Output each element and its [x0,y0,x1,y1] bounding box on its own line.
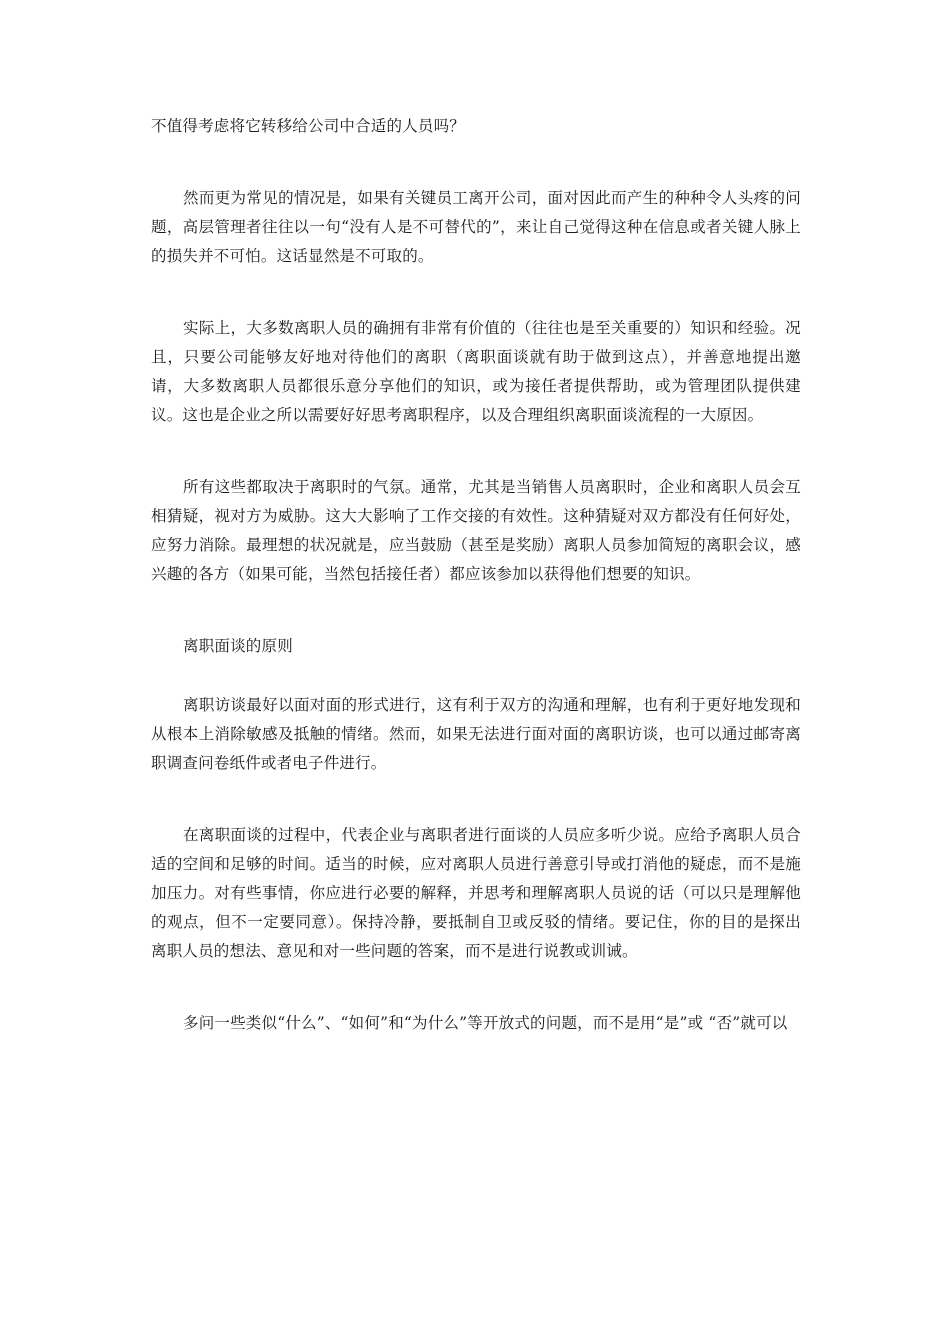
paragraph-7: 多问一些类似“什么”、“如何”和“为什么”等开放式的问题，而不是用“是”或 “否”就可以 [183,1014,788,1032]
paragraph-1: 不值得考虑将它转移给公司中合适的人员吗？ [151,117,466,135]
paragraph-5: 离职访谈最好以面对面的形式进行，这有利于双方的沟通和理解，也有利于更好地发现和从根本上消除敏感及抵触的情绪。然而，如果无法进行面对面的离职访谈，也可以通过邮寄离职调查问卷纸件或者电子件进行。 [151,696,801,772]
paragraph-4: 所有这些都取决于离职时的气氛。通常，尤其是当销售人员离职时，企业和离职人员会互相猜疑，视对方为威胁。这大大影响了工作交接的有效性。这种猜疑对双方都没有任何好处，应努力消除。最理想的状况就是，应当鼓励（甚至是奖励）离职人员参加简短的离职会议，感兴趣的各方（如果可能，当然包括接任者）都应该参加以获得他们想要的知识。 [151,478,801,583]
paragraph-3: 实际上，大多数离职人员的确拥有非常有价值的（往往也是至关重要的）知识和经验。况且，只要公司能够友好地对待他们的离职（离职面谈就有助于做到这点），并善意地提出邀请，大多数离职人员都很乐意分享他们的知识，或为接任者提供帮助，或为管理团队提供建议。这也是企业之所以需要好好思考离职程序，以及合理组织离职面谈流程的一大原因。 [151,319,801,424]
section-heading: 离职面谈的原则 [183,637,293,655]
paragraph-6: 在离职面谈的过程中，代表企业与离职者进行面谈的人员应多听少说。应给予离职人员合适的空间和足够的时间。适当的时候，应对离职人员进行善意引导或打消他的疑虑，而不是施加压力。对有些事情，你应进行必要的解释，并思考和理解离职人员说的话（可以只是理解他的观点，但不一定要同意）。保持冷静，要抵制自卫或反驳的情绪。要记住，你的目的是探出离职人员的想法、意见和对一些问题的答案，而不是进行说教或训诫。 [151,826,801,960]
paragraph-2: 然而更为常见的情况是，如果有关键员工离开公司，面对因此而产生的种种令人头疼的问题，高层管理者往往以一句“没有人是不可替代的”，来让自己觉得这种在信息或者关键人脉上的损失并不可怕。这话显然是不可取的。 [151,189,801,265]
document-body [151,112,801,1081]
